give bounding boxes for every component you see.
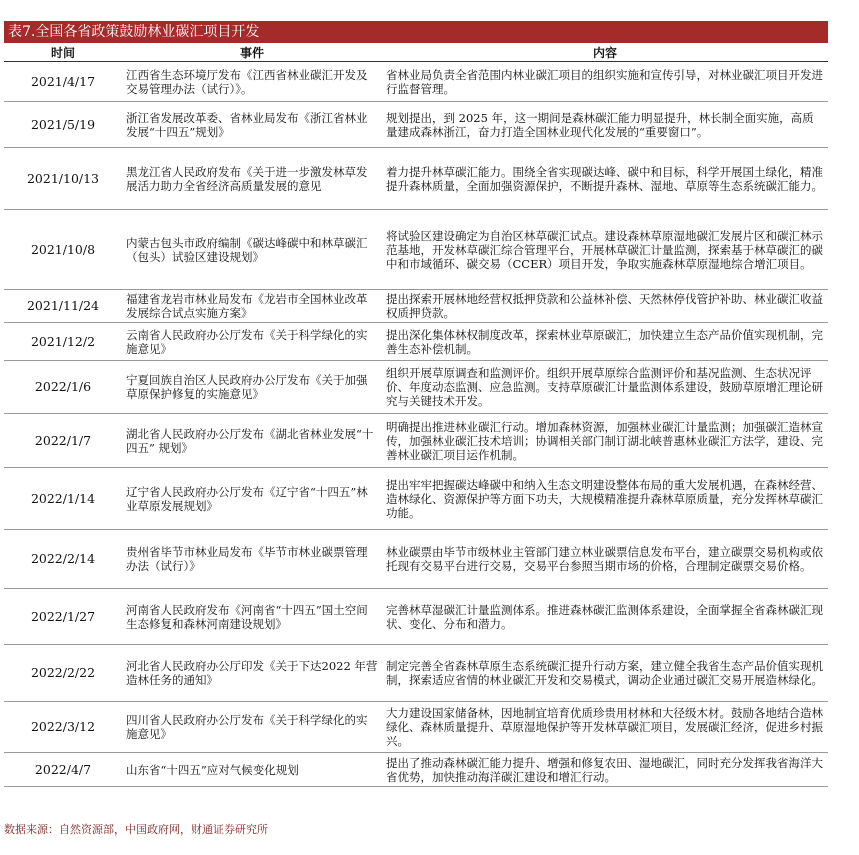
cell-time: 2022/3/12 xyxy=(4,702,122,753)
header-time: 时间 xyxy=(4,43,122,62)
table-row xyxy=(4,148,828,210)
cell-event: 四川省人民政府办公厅发布《关于科学绿化的实施意见》 xyxy=(122,702,382,753)
cell-event: 江西省生态环境厅发布《江西省林业碳汇开发及交易管理办法（试行）》。 xyxy=(122,62,382,102)
cell-time: 2021/11/24 xyxy=(4,290,122,323)
cell-event: 河北省人民政府办公厅印发《关于下达2022 年营造林任务的通知》 xyxy=(122,645,382,702)
cell-content: 提出深化集体林权制度改革，探索林业草原碳汇，加快建立生态产品价值实现机制，完善生态补偿机制。 xyxy=(382,323,828,361)
policy-table xyxy=(4,43,828,787)
cell-event: 云南省人民政府办公厅发布《关于科学绿化的实施意见》 xyxy=(122,323,382,361)
cell-time: 2022/1/27 xyxy=(4,589,122,645)
table-row xyxy=(4,414,828,468)
cell-content: 省林业局负责全省范围内林业碳汇项目的组织实施和宣传引导，对林业碳汇项目开发进行监督管理。 xyxy=(382,62,828,102)
table-row xyxy=(4,753,828,787)
table-row xyxy=(4,589,828,645)
cell-content: 提出了推动森林碳汇能力提升、增强和修复农田、湿地碳汇，同时充分发挥我省海洋大省优势，加快推动海洋碳汇建设和增汇行动。 xyxy=(382,753,828,787)
cell-time: 2021/4/17 xyxy=(4,62,122,102)
cell-content: 大力建设国家储备林，因地制宜培育优质珍贵用材林和大径级木材。鼓励各地结合造林绿化、森林质量提升、草原湿地保护等开发林草碳汇项目，发展碳汇经济，促进乡村振兴。 xyxy=(382,702,828,753)
header-event: 事件 xyxy=(122,43,382,62)
header-content: 内容 xyxy=(382,43,828,62)
cell-event: 山东省“十四五”应对气候变化规划 xyxy=(122,753,382,787)
cell-event: 宁夏回族自治区人民政府办公厅发布《关于加强草原保护修复的实施意见》 xyxy=(122,361,382,414)
cell-time: 2021/12/2 xyxy=(4,323,122,361)
cell-content: 制定完善全省森林草原生态系统碳汇提升行动方案，建立健全我省生态产品价值实现机制，探索适应省情的林业碳汇开发和交易模式，调动企业通过碳汇交易开展造林绿化。 xyxy=(382,645,828,702)
cell-content: 明确提出推进林业碳汇行动。增加森林资源，加强林业碳汇计量监测；加强碳汇造林宣传，加强林业碳汇技术培训；协调相关部门制订湖北峡普惠林业碳汇方法学，建设、完善林业碳汇项目运作机制。 xyxy=(382,414,828,468)
cell-time: 2022/1/7 xyxy=(4,414,122,468)
source-note: 数据来源：自然资源部，中国政府网，财通证券研究所 xyxy=(4,823,268,836)
table-title: 表7.全国各省政策鼓励林业碳汇项目开发 xyxy=(4,21,828,43)
cell-event: 福建省龙岩市林业局发布《龙岩市全国林业改革发展综合试点实施方案》 xyxy=(122,290,382,323)
table-row xyxy=(4,323,828,361)
table-row xyxy=(4,62,828,102)
cell-event: 贵州省毕节市林业局发布《毕节市林业碳票管理办法（试行）》 xyxy=(122,530,382,589)
cell-content: 组织开展草原调查和监测评价。组织开展草原综合监测评价和基况监测、生态状况评价、年度动态监测、应急监测。支持草原碳汇计量监测体系建设，鼓励草原增汇理论研究与关键技术开发。 xyxy=(382,361,828,414)
cell-event: 湖北省人民政府办公厅发布《湖北省林业发展“十四五” 规划》 xyxy=(122,414,382,468)
cell-event: 河南省人民政府发布《河南省“十四五”国土空间生态修复和森林河南建设规划》 xyxy=(122,589,382,645)
cell-event: 辽宁省人民政府办公厅发布《辽宁省“十四五”林业草原发展规划》 xyxy=(122,468,382,530)
table-row xyxy=(4,468,828,530)
cell-event: 黑龙江省人民政府发布《关于进一步激发林草发展活力助力全省经济高质量发展的意见 xyxy=(122,148,382,210)
cell-time: 2021/5/19 xyxy=(4,102,122,148)
cell-time: 2022/1/14 xyxy=(4,468,122,530)
cell-time: 2022/2/14 xyxy=(4,530,122,589)
cell-event: 内蒙古包头市政府编制《碳达峰碳中和林草碳汇（包头）试验区建设规划》 xyxy=(122,210,382,290)
table-header-row xyxy=(4,43,828,62)
cell-content: 完善林草湿碳汇计量监测体系。推进森林碳汇监测体系建设，全面掌握全省森林碳汇现状、变化、分布和潜力。 xyxy=(382,589,828,645)
cell-content: 提出牢牢把握碳达峰碳中和纳入生态文明建设整体布局的重大发展机遇，在森林经营、造林绿化、资源保护等方面下功夫，大规模精准提升森林草原质量，充分发挥林草碳汇功能。 xyxy=(382,468,828,530)
table-row xyxy=(4,530,828,589)
cell-time: 2021/10/8 xyxy=(4,210,122,290)
cell-content: 着力提升林草碳汇能力。围绕全省实现碳达峰、碳中和目标，科学开展国土绿化，精准提升森林质量，全面加强资源保护，不断提升森林、湿地、草原等生态系统碳汇能力。 xyxy=(382,148,828,210)
cell-time: 2022/2/22 xyxy=(4,645,122,702)
table-row xyxy=(4,645,828,702)
table-row xyxy=(4,290,828,323)
cell-content: 规划提出，到 2025 年，这一期间是森林碳汇能力明显提升，林长制全面实施，高质量建成森林浙江，奋力打造全国林业现代化发展的“重要窗口”。 xyxy=(382,102,828,148)
cell-content: 将试验区建设确定为自治区林草碳汇试点。建设森林草原湿地碳汇发展片区和碳汇林示范基地，开发林草碳汇综合管理平台，开展林草碳汇计量监测，探索基于林草碳汇的碳中和市域循环、碳交易（CCER）项目开发，争取实施森林草原湿地综合增汇项目。 xyxy=(382,210,828,290)
table-row xyxy=(4,702,828,753)
table-row xyxy=(4,210,828,290)
cell-content: 林业碳票由毕节市级林业主管部门建立林业碳票信息发布平台，建立碳票交易机构或依托现有交易平台进行交易，交易平台参照当期市场的价格，合理制定碳票交易价格。 xyxy=(382,530,828,589)
cell-time: 2022/1/6 xyxy=(4,361,122,414)
cell-time: 2021/10/13 xyxy=(4,148,122,210)
cell-time: 2022/4/7 xyxy=(4,753,122,787)
table-row xyxy=(4,361,828,414)
cell-content: 提出探索开展林地经营权抵押贷款和公益林补偿、天然林停伐管护补助、林业碳汇收益权质押贷款。 xyxy=(382,290,828,323)
cell-event: 浙江省发展改革委、省林业局发布《浙江省林业发展“十四五”规划》 xyxy=(122,102,382,148)
table-row xyxy=(4,102,828,148)
